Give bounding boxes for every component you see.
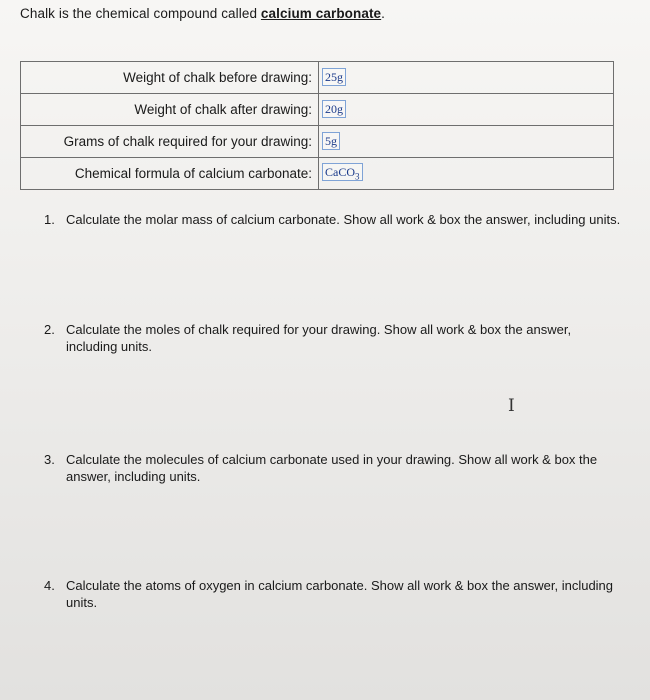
question-number: 3. [44, 452, 55, 467]
row-label: Weight of chalk after drawing: [21, 94, 319, 126]
question-number: 1. [44, 212, 55, 227]
table-row [21, 62, 614, 94]
table-row [21, 94, 614, 126]
table-row [21, 126, 614, 158]
question-text: Calculate the moles of chalk required for your drawing. Show all work & box the answer, including units. [66, 322, 572, 354]
row-label: Chemical formula of calcium carbonate: [21, 158, 319, 190]
intro-prefix: Chalk is the chemical compound called [20, 6, 261, 21]
row-value[interactable] [319, 62, 614, 94]
value-field[interactable]: 5g [322, 132, 340, 150]
question-text: Calculate the molecules of calcium carbonate used in your drawing. Show all work & box the answer, including units. [66, 452, 598, 484]
question-3 [44, 451, 624, 485]
value-field[interactable]: 20g [322, 100, 346, 118]
row-value[interactable] [319, 94, 614, 126]
row-value[interactable] [319, 126, 614, 158]
value-field[interactable]: 25g [322, 68, 346, 86]
question-4 [44, 577, 624, 611]
intro-suffix: . [381, 6, 386, 21]
row-label: Grams of chalk required for your drawing: [21, 126, 319, 158]
question-2 [44, 321, 624, 355]
question-text: Calculate the molar mass of calcium carbonate. Show all work & box the answer, including units. [66, 212, 621, 227]
question-1 [44, 211, 624, 228]
formula-field[interactable]: CaCO$_3$ [322, 163, 363, 181]
table-row [21, 158, 614, 190]
text-cursor-icon: I [508, 396, 515, 416]
intro-term: calcium carbonate [260, 6, 382, 21]
question-text: Calculate the atoms of oxygen in calcium carbonate. Show all work & box the answer, including units. [66, 578, 614, 610]
question-number: 2. [44, 322, 55, 337]
intro-sentence [20, 6, 385, 21]
row-label: Weight of chalk before drawing: [21, 62, 319, 94]
question-number: 4. [44, 578, 55, 593]
chalk-data-table [20, 61, 614, 190]
row-value[interactable] [319, 158, 614, 190]
